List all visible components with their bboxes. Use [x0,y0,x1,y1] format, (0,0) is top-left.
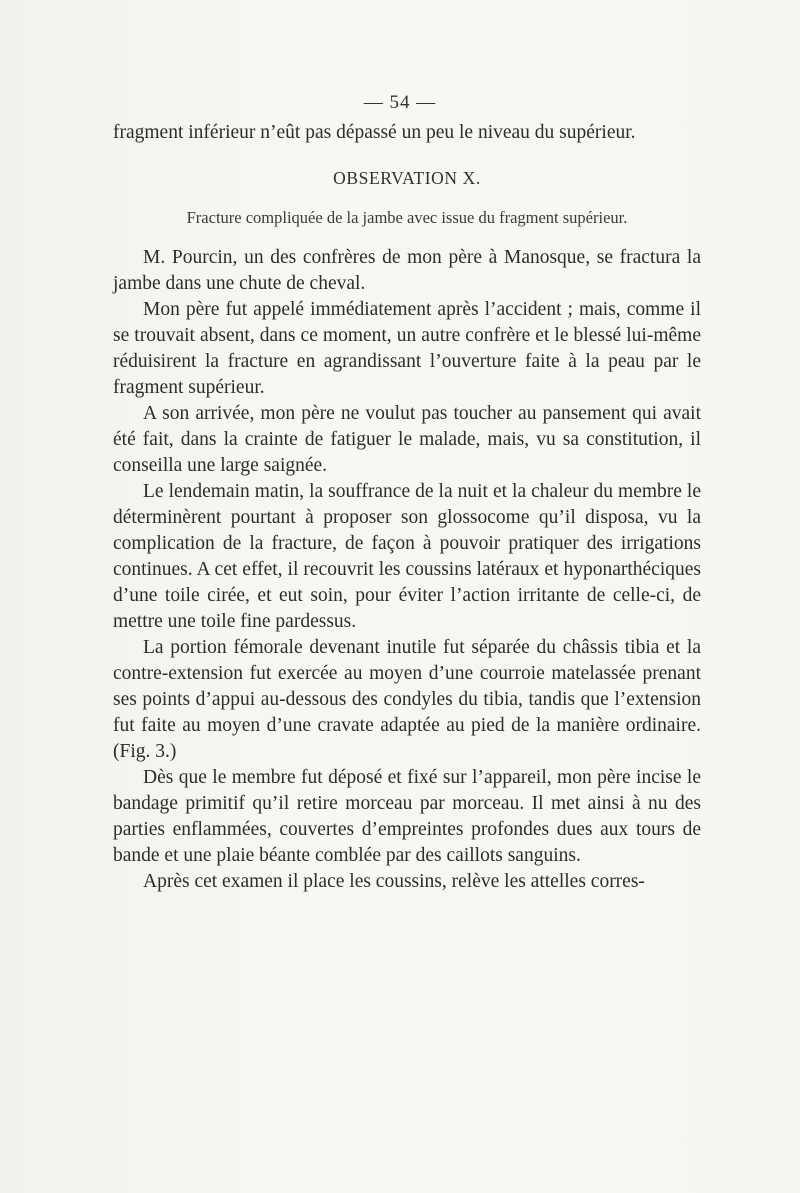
paragraph-continuation: fragment inférieur n’eût pas dépassé un peu le niveau du supérieur. [113,122,636,143]
paragraph: Le lendemain matin, la souffrance de la nuit et la chaleur du membre le déterminèrent pourtant à proposer son glossocome qu’il disposa, vu la complication de la fracture, de façon à pouvoir pratiquer des irrigations continues. A cet effet, il recouvrit les coussins latéraux et hyponarthéciques d’une toile cirée, et eut soin, pour éviter l’action irritante de celle-ci, de mettre une toile fine pardessus. [113,481,701,632]
observation-title: OBSERVATION X. [333,168,481,188]
paragraph: A son arrivée, mon père ne voulut pas toucher au pansement qui avait été fait, dans la crainte de fatiguer le malade, mais, vu sa constitution, il conseilla une large saignée. [113,403,701,476]
body-text [113,120,701,895]
paragraph: M. Pourcin, un des confrères de mon père à Manosque, se fractura la jambe dans une chute de cheval. [113,247,701,294]
paragraph: Mon père fut appelé immédiatement après l’accident ; mais, comme il se trouvait absent, dans ce moment, un autre confrère et le blessé lui-même réduisirent la fracture en agrandissant l’ouverture faite à la peau par le fragment supérieur. [113,299,701,398]
observation-subtitle: Fracture compliquée de la jambe avec issue du fragment supérieur. [186,208,628,227]
paragraph: Dès que le membre fut déposé et fixé sur l’appareil, mon père incise le bandage primitif qu’il retire morceau par morceau. Il met ainsi à nu des parties enflammées, couvertes d’empreintes profondes dues aux tours de bande et une plaie béante comblée par des caillots sanguins. [113,767,701,866]
page-number: — 54 — [363,92,437,113]
paragraph: La portion fémorale devenant inutile fut séparée du châssis tibia et la contre-extension fut exercée au moyen d’une courroie matelassée prenant ses points d’appui au-dessous des condyles du tibia, tandis que l’extension fut faite au moyen d’une cravate adaptée au pied de la manière ordinaire. (Fig. 3.) [113,637,701,762]
paragraph: Après cet examen il place les coussins, relève les attelles corres- [143,871,645,892]
